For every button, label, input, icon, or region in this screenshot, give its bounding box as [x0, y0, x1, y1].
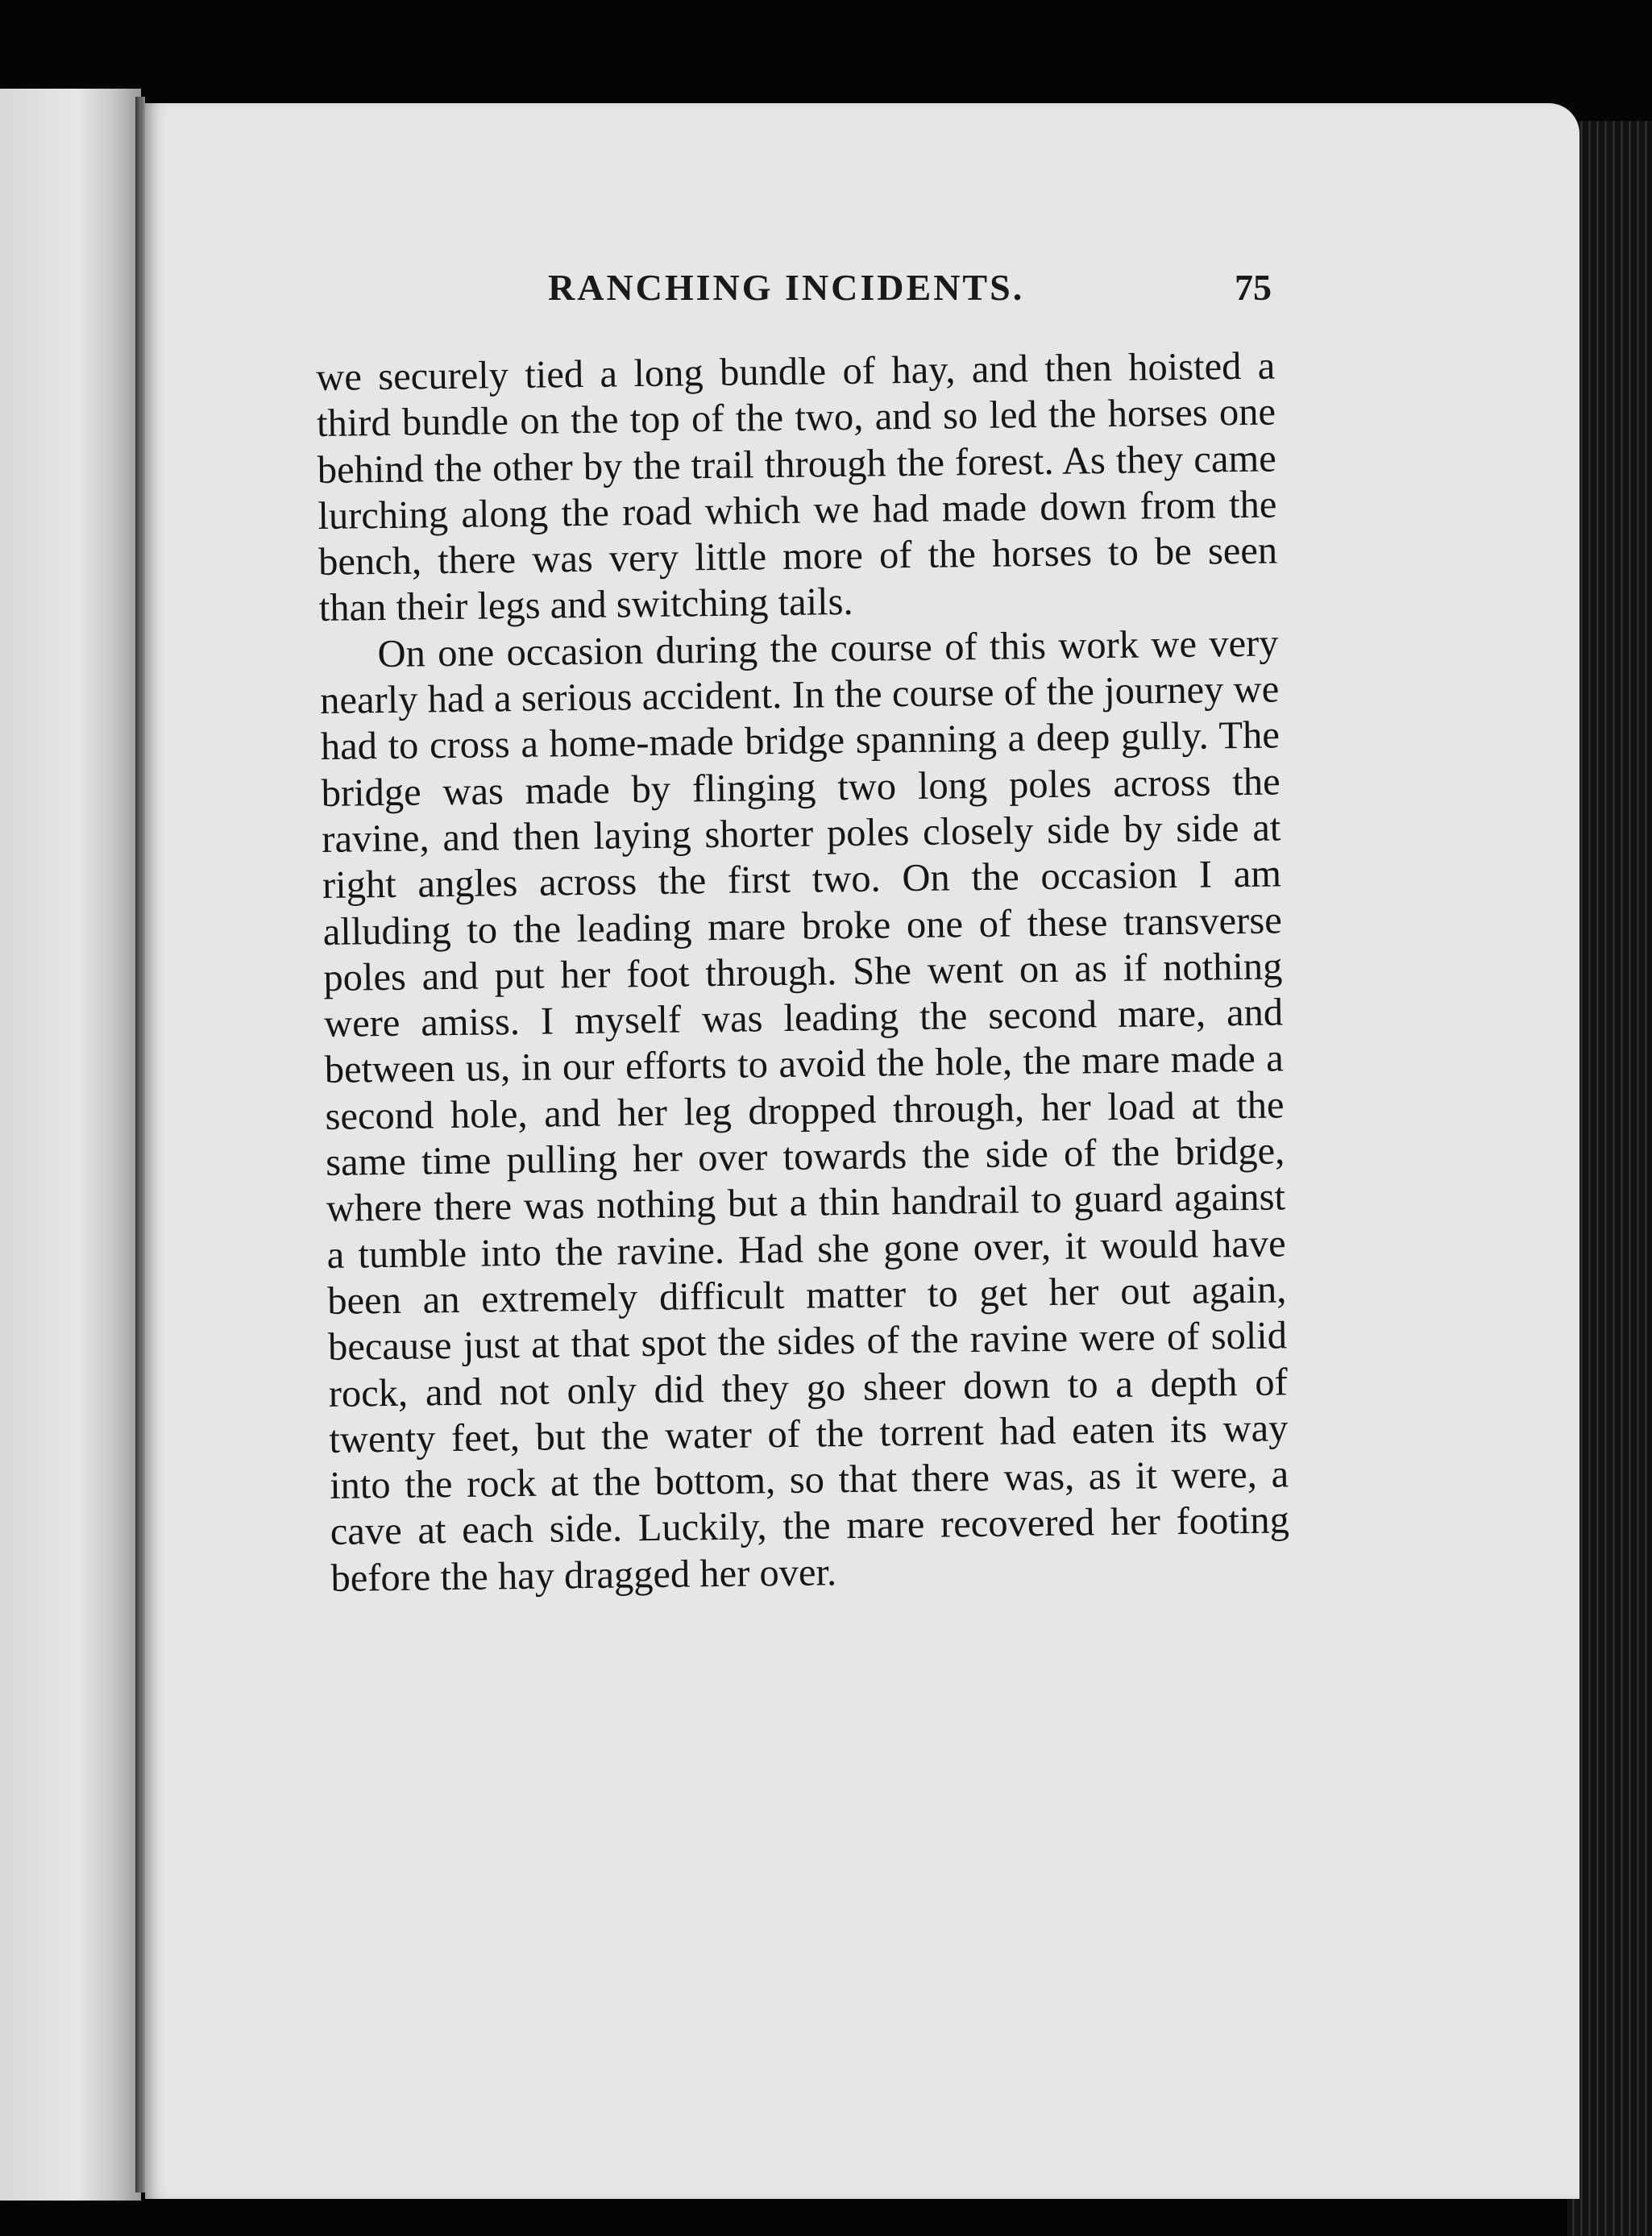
running-head: RANCHING INCIDENTS. — [548, 267, 1025, 308]
page-header — [548, 266, 1273, 322]
page-stack-edge — [1567, 121, 1652, 2236]
body-text — [316, 343, 1290, 1601]
page-number: 75 — [1235, 267, 1272, 308]
book-gutter — [135, 97, 145, 2192]
paragraph-continued: we securely tied a long bundle of hay, and then hoisted a third bundle on the top of the two, and so led the horses one behind the other by the trail through the forest. As they came lurching along the road which we had made down from the bench, there was very little more of the horses to be seen than their legs and switching tails. — [316, 344, 1278, 630]
paragraph: On one occasion during the course of this work we very nearly had a serious accident. In the course of the journey we had to cross a home-made bridge spanning a deep gully. The bridge was made by flinging two long poles across the ravine, and then laying shorter poles closely side by side at right angles across the first two. On the occasion I am alluding to the leading mare broke one of these transverse poles and put her foot through. She went on as if nothing were amiss. I myself was leading the second mare, and between us, in our efforts to avoid the hole, the mare made a second hole, and her leg dropped through, her load at the same time pulling her over towards the side of the bridge, where there was nothing but a thin handrail to guard against a tumble into the ravine. Had she gone over, it would have been an extremely difficult matter to get her out again, because just at that spot the sides of the ravine were of solid rock, and not only did they go sheer down to a depth of twenty feet, but the water of the torrent had eaten its way into the rock at the bottom, so that there was, as it were, a cave at each side. Luckily, the mare recovered her footing before the hay dragged her over. — [319, 621, 1290, 1600]
left-page-edge — [0, 89, 141, 2201]
